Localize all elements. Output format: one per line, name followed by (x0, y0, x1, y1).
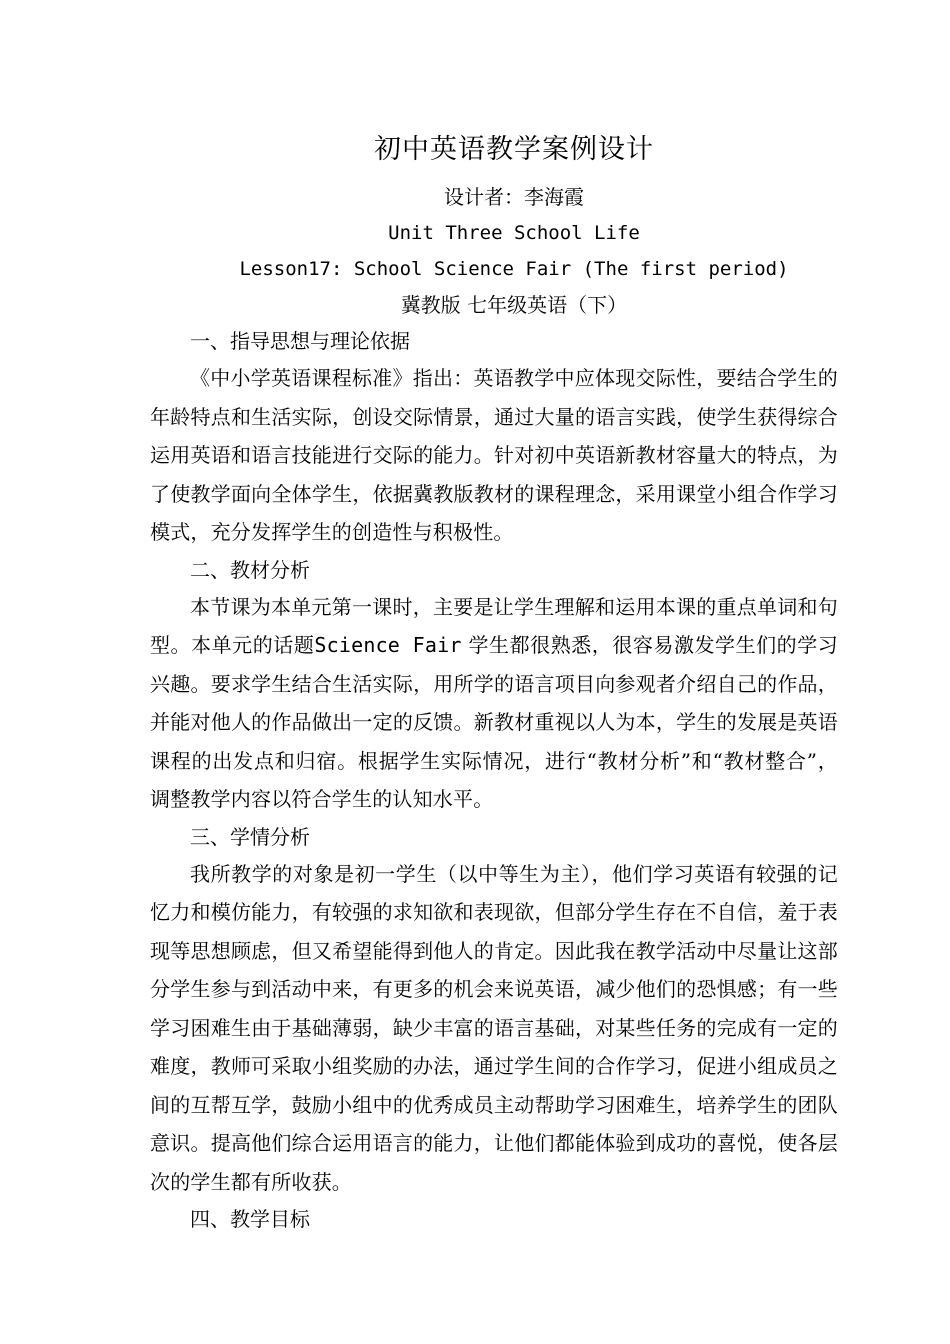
section-heading-material-analysis: 二、教材分析 (190, 557, 310, 582)
lesson-line: Lesson17: School Science Fair (The first period) (239, 258, 789, 280)
edition-line: 冀教版 七年级英语（下） (400, 293, 628, 317)
section-paragraph-student-analysis: 我所教学的对象是初一学生（以中等生为主），他们学习英语有较强的记忆力和模仿能力，有较强的求知欲和表现欲，但部分学生存在不自信，羞于表现等思想顾虑，但又希望能得到他人的肯定。因此我在教学活动中尽量让这部分学生参与到活动中来，有更多的机会来说英语，减少他们的恐惧感；有一些学习困难生由于基础薄弱，缺少丰富的语言基础，对某些任务的完成有一定的难度，教师可采取小组奖励的办法，通过学生间的合作学习，促进小组成员之间的互帮互学，鼓励小组中的优秀成员主动帮助学习困难生，培养学生的团队意识。提高他们综合运用语言的能力，让他们都能体验到成功的喜悦，使各层次的学生都有所收获。 (150, 861, 838, 1194)
material-analysis-text-1: 本节课为本单元第一课时，主要是让学生理解和运用本课的重点单词和句型。本单元的话题 (150, 594, 838, 657)
material-analysis-text-2: 学生都很熟悉，很容易激发学生们的学习兴趣。要求学生结合生活实际，用所学的语言项目向参观者介绍自己的作品，并能对他人的作品做出一定的反馈。新教材重视以人为本，学生的发展是英语课程的出发点和归宿。根据学生实际情况，进行“教材分析”和“教材整合”，调整教学内容以符合学生的认知水平。 (150, 633, 838, 811)
document-title: 初中英语教学案例设计 (374, 134, 654, 165)
section-heading-teaching-objectives: 四、教学目标 (190, 1207, 310, 1231)
section-paragraph-material-analysis (150, 588, 838, 819)
unit-line: Unit Three School Life (388, 222, 640, 244)
section-heading-guiding-ideas: 一、指导思想与理论依据 (190, 329, 410, 353)
section-paragraph-guiding-ideas: 《中小学英语课程标准》指出：英语教学中应体现交际性，要结合学生的年龄特点和生活实际，创设交际情景，通过大量的语言实践，使学生获得综合运用英语和语言技能进行交际的能力。针对初中英语新教材容量大的特点，为了使教学面向全体学生，依据冀教版教材的课程理念，采用课堂小组合作学习模式，充分发挥学生的创造性与积极性。 (150, 366, 838, 544)
section-heading-student-analysis: 三、学情分析 (190, 824, 310, 849)
author-line: 设计者：李海霞 (444, 185, 584, 209)
science-fair-term: Science Fair (314, 633, 462, 657)
